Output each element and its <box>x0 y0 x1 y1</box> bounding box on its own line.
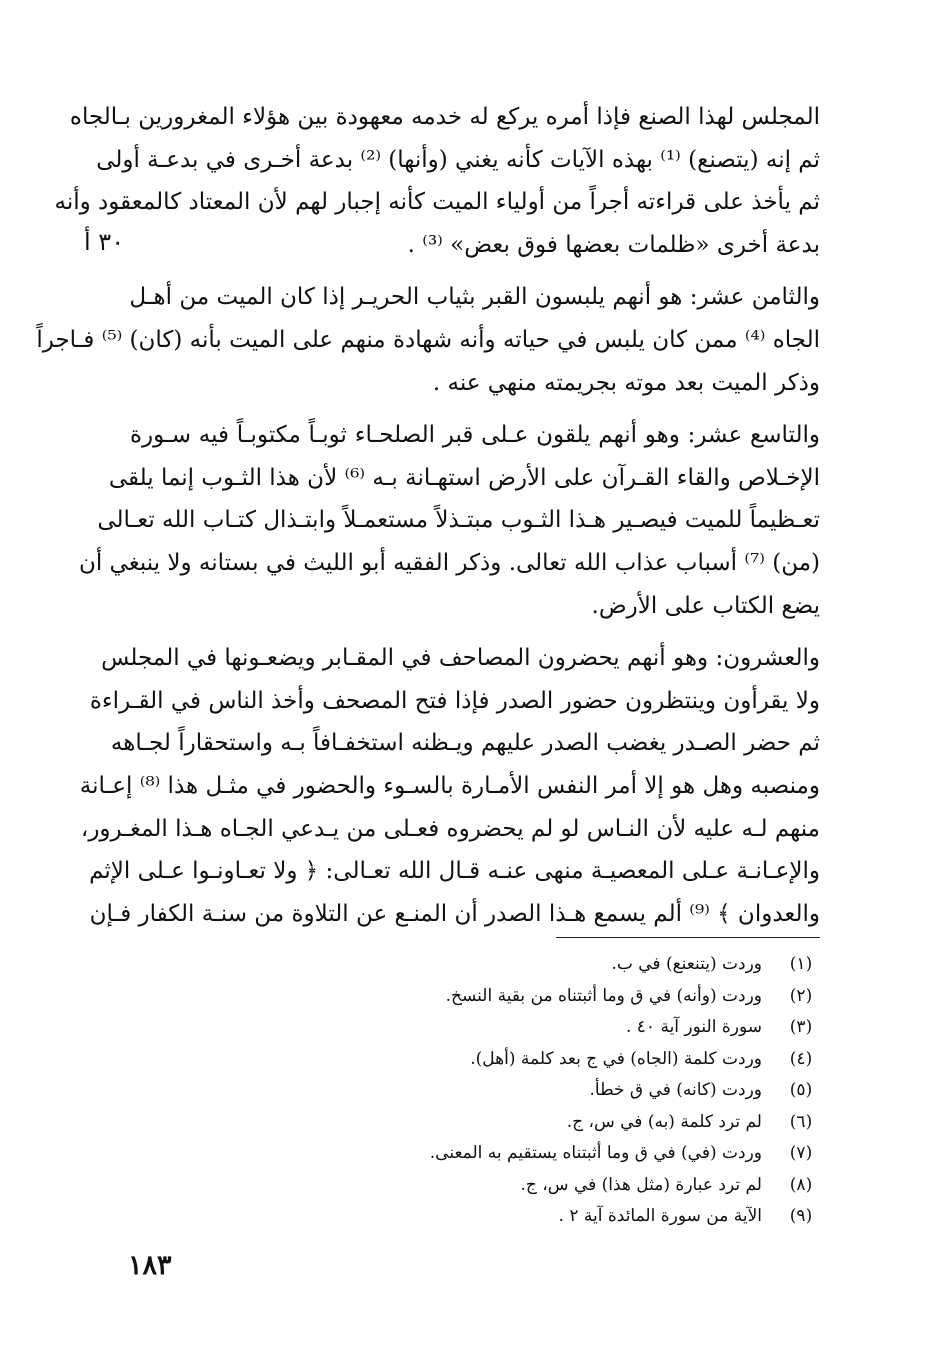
text-line: ولا يقرأون وينتظرون حضور الصدر فإذا فتح المصحف وأخذ الناس في القـراءة <box>89 687 820 714</box>
footnote <box>400 1044 820 1076</box>
footnote-number: (٩) <box>789 1206 813 1226</box>
footnote <box>400 1201 820 1233</box>
footnote-separator <box>556 937 820 938</box>
footnote-text: وردت كلمة (الجاه) في ج بعد كلمة (أهل). <box>470 1048 762 1069</box>
footnote-number: (٨) <box>789 1174 813 1195</box>
text-line: والإعـانـة عـلى المعصيـة منهى عنـه قـال الله تعـالى: ﴿ ولا تعـاونـوا عـلى الإثم <box>89 858 820 885</box>
footnote <box>400 1170 820 1202</box>
footnotes <box>400 949 820 1233</box>
text-line: الجاه ⁽⁴⁾ ممن كان يلبس في حياته وأنه شهادة منهم على الميت بأنه (كان) ⁽⁵⁾ فـاجراً <box>36 326 820 353</box>
footnote-text: لم ترد عبارة (مثل هذا) في س، ج. <box>520 1174 762 1195</box>
text-line: والعدوان ﴾ ⁽⁹⁾ ألم يسمع هـذا الصدر أن المنـع عن التلاوة من سنـة الكفار فـإن <box>89 900 820 927</box>
text-line: المجلس لهذا الصنع فإذا أمره يركع له خدمه معهودة بين هؤلاء المغرورين بـالجاه <box>69 104 820 130</box>
paragraph-4 <box>79 637 820 935</box>
footnote-text: لم ترد كلمة (به) في س، ج. <box>566 1111 762 1132</box>
footnote-number: (٧) <box>789 1143 813 1163</box>
text-line: يضع الكتاب على الأرض. <box>591 592 820 619</box>
footnote-number: (٢) <box>789 985 813 1006</box>
footnote-number: (٤) <box>789 1048 813 1069</box>
footnote-text: وردت (في) في ق وما أثبتناه يستقيم به المعنى. <box>429 1143 762 1163</box>
footnote-number: (٦) <box>789 1111 813 1132</box>
footnote <box>400 1012 820 1044</box>
footnote-number: (١) <box>789 954 813 974</box>
footnote-text: الآية من سورة المائدة آية ٢ . <box>558 1206 762 1226</box>
paragraph-3 <box>78 414 820 627</box>
footnote <box>400 949 820 981</box>
text-line: ومنصبه وهل هو إلا أمر النفس الأمـارة بالسـوء والحضور في مثـل هذا ⁽⁸⁾ إعـانة <box>79 772 820 799</box>
footnote-text: وردت (يتنعنع) في ب. <box>611 954 762 974</box>
text-line: ثم يأخذ على قراءته أجراً من أولياء الميت كأنه إجبار لهم لأن المعتاد كالمعقود وأنه <box>54 189 820 216</box>
footnote-number: (٣) <box>789 1017 813 1037</box>
text-line: تعـظيماً للميت فيصـير هـذا الثـوب مبتـذلاً مستعمـلاً وابتـذال كتـاب الله تعـالى <box>97 507 820 534</box>
text-line: ثم حضر الصـدر يغضب الصدر عليهم ويـظنه استخفـافاً بـه واستحقاراً لجـاهه <box>110 730 820 757</box>
paragraph-2 <box>36 276 820 404</box>
footnote <box>400 1075 820 1107</box>
text-line: والثامن عشر: هو أنهم يلبسون القبر بثياب الحريـر إذا كان الميت من أهـل <box>129 284 820 311</box>
text-line: منهم لـه عليه لأن النـاس لو لم يحضروه فعـلى من يـدعي الجـاه هـذا المغـرور، <box>80 815 820 842</box>
text-line: والتاسع عشر: وهو أنهم يلقون عـلى قبر الصلحـاء ثوبـاً مكتوبـاً فيه سـورة <box>130 422 820 449</box>
page-number: ١٨٣ <box>128 1250 172 1281</box>
text-line: الإخـلاص والقاء القـرآن على الأرض استهـانة بـه ⁽⁶⁾ لأن هذا الثـوب إنما يلقى <box>108 464 820 491</box>
text-line: بدعة أخرى «ظلمات بعضها فوق بعض» ⁽³⁾ . <box>407 231 820 258</box>
text-line: (من) ⁽⁷⁾ أسباب عذاب الله تعالى. وذكر الفقيه أبو الليث في بستانه ولا ينبغي أن <box>78 549 820 576</box>
footnote-number: (٥) <box>789 1080 813 1100</box>
manuscript-folio-note: ٣٠ أ <box>84 228 125 256</box>
text-line: والعشرون: وهو أنهم يحضرون المصاحف في المقـابر ويضعـونها في المجلس <box>101 645 820 672</box>
text-line: وذكر الميت بعد موته بجريمته منهي عنه . <box>432 369 820 396</box>
footnote-text: وردت (وأنه) في ق وما أثبتناه من بقية النسخ. <box>445 985 762 1006</box>
footnote <box>400 981 820 1013</box>
footnote <box>400 1138 820 1170</box>
footnote-text: سورة النور آية ٤٠ . <box>625 1017 762 1037</box>
footnote <box>400 1107 820 1139</box>
footnote-text: وردت (كانه) في ق خطأ. <box>589 1080 762 1100</box>
text-line: ثم إنه (يتصنع) ⁽¹⁾ بهذه الآيات كأنه يغني (وأنها) ⁽²⁾ بدعة أخـرى في بدعـة أولى <box>96 146 820 173</box>
